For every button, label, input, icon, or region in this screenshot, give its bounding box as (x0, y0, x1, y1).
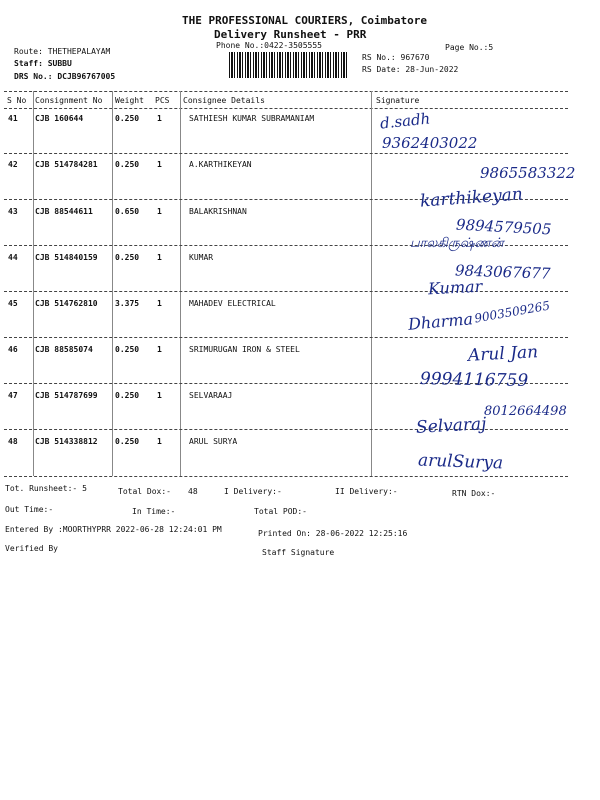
row-weight: 0.250 (115, 114, 140, 123)
row-sno: 48 (8, 437, 18, 446)
handwritten-phone: 8012664498 (484, 404, 567, 419)
row-pcs: 1 (157, 299, 162, 308)
row-pcs: 1 (157, 437, 162, 446)
handwritten-phone: 9362403022 (382, 134, 478, 152)
row-consignee: SELVARAAJ (189, 391, 233, 400)
row-sno: 42 (8, 160, 18, 169)
rtn-dox: RTN Dox:- (452, 489, 496, 498)
col-signature: Signature (376, 96, 420, 105)
total-dox-value: 48 (188, 487, 198, 496)
row-consignment: CJB 88585074 (35, 345, 93, 354)
row-weight: 0.250 (115, 391, 140, 400)
row-consignee: MAHADEV ELECTRICAL (189, 299, 276, 308)
table-bottom-rule (4, 476, 568, 477)
row-pcs: 1 (157, 114, 162, 123)
rs-date: RS Date: 28-Jun-2022 (362, 65, 459, 74)
row-consignment: CJB 514784281 (35, 160, 98, 169)
row-rule (4, 153, 568, 154)
column-divider (180, 91, 181, 476)
row-weight: 3.375 (115, 299, 140, 308)
handwritten-signature: arulSurya (417, 450, 504, 474)
i-delivery: I Delivery:- (224, 487, 282, 496)
row-weight: 0.250 (115, 160, 140, 169)
handwritten-phone: 9843067677 (454, 261, 551, 283)
row-consignment: CJB 514762810 (35, 299, 98, 308)
row-pcs: 1 (157, 345, 162, 354)
row-weight: 0.650 (115, 207, 140, 216)
entered-by: Entered By :MOORTHYPRR 2022-06-28 12:24:01 PM (5, 525, 222, 534)
row-consignment: CJB 514840159 (35, 253, 98, 262)
row-rule (4, 337, 568, 338)
row-pcs: 1 (157, 160, 162, 169)
handwritten-signature: Kumar (427, 276, 483, 299)
col-pcs: PCS (155, 96, 170, 105)
table-header-rule (4, 108, 568, 109)
row-pcs: 1 (157, 253, 162, 262)
route: Route: THETHEPALAYAM (14, 47, 111, 56)
column-divider (33, 91, 34, 476)
phone-number: Phone No.:0422-3505555 (216, 41, 322, 50)
handwritten-signature: d.sadh (379, 109, 432, 133)
handwritten-phone: 9865583322 (480, 164, 576, 182)
runsheet-subtitle: Delivery Runsheet - PRR (214, 28, 367, 41)
company-title: THE PROFESSIONAL COURIERS, Coimbatore (182, 14, 428, 27)
row-sno: 43 (8, 207, 18, 216)
column-divider (371, 91, 372, 476)
out-time: Out Time:- (5, 505, 54, 514)
row-sno: 45 (8, 299, 18, 308)
col-consignee: Consignee Details (183, 96, 265, 105)
row-consignee: SATHIESH KUMAR SUBRAMANIAM (189, 114, 315, 123)
ii-delivery: II Delivery:- (335, 487, 398, 496)
row-sno: 47 (8, 391, 18, 400)
row-pcs: 1 (157, 207, 162, 216)
row-sno: 44 (8, 253, 18, 262)
column-divider (112, 91, 113, 476)
verified-by: Verified By (5, 544, 58, 553)
row-consignment: CJB 514338812 (35, 437, 98, 446)
handwritten-signature: Arul Jan (467, 342, 539, 366)
handwritten-signature: பாலகிருஷ்ணன் (410, 236, 504, 251)
row-sno: 41 (8, 114, 18, 123)
row-consignee: A.KARTHIKEYAN (189, 160, 252, 169)
row-pcs: 1 (157, 391, 162, 400)
tot-runsheet: Tot. Runsheet:- 5 (5, 484, 87, 493)
page-number: Page No.:5 (445, 43, 494, 52)
handwritten-signature: karthikeyan (419, 184, 524, 212)
staff: Staff: SUBBU (14, 59, 72, 68)
printed-on: Printed On: 28-06-2022 12:25:16 (258, 529, 408, 538)
row-consignment: CJB 88544611 (35, 207, 93, 216)
barcode (229, 52, 349, 78)
handwritten-phone: 9894579505 (455, 215, 552, 239)
row-weight: 0.250 (115, 345, 140, 354)
row-consignee: BALAKRISHNAN (189, 207, 247, 216)
col-consignment: Consignment No (35, 96, 103, 105)
in-time: In Time:- (132, 507, 176, 516)
row-consignment: CJB 160644 (35, 114, 84, 123)
handwritten-signature: Dharma (407, 309, 474, 334)
row-consignee: SRIMURUGAN IRON & STEEL (189, 345, 300, 354)
staff-signature-label: Staff Signature (262, 548, 335, 557)
row-consignment: CJB 514787699 (35, 391, 98, 400)
row-weight: 0.250 (115, 437, 140, 446)
rs-number: RS No.: 967670 (362, 53, 430, 62)
handwritten-phone: 9003509265 (473, 298, 551, 326)
total-pod: Total POD:- (254, 507, 307, 516)
col-weight: Weight (115, 96, 144, 105)
row-consignee: ARUL SURYA (189, 437, 238, 446)
row-consignee: KUMAR (189, 253, 214, 262)
handwritten-signature: Selvaraj (415, 414, 487, 438)
handwritten-phone: 9994116759 (419, 369, 529, 391)
drs-number: DRS No.: DCJB96767005 (14, 72, 116, 81)
row-weight: 0.250 (115, 253, 140, 262)
total-dox-label: Total Dox:- (118, 487, 171, 496)
row-rule (4, 291, 568, 292)
table-top-rule (4, 91, 568, 92)
col-sno: S No (7, 96, 27, 105)
row-sno: 46 (8, 345, 18, 354)
